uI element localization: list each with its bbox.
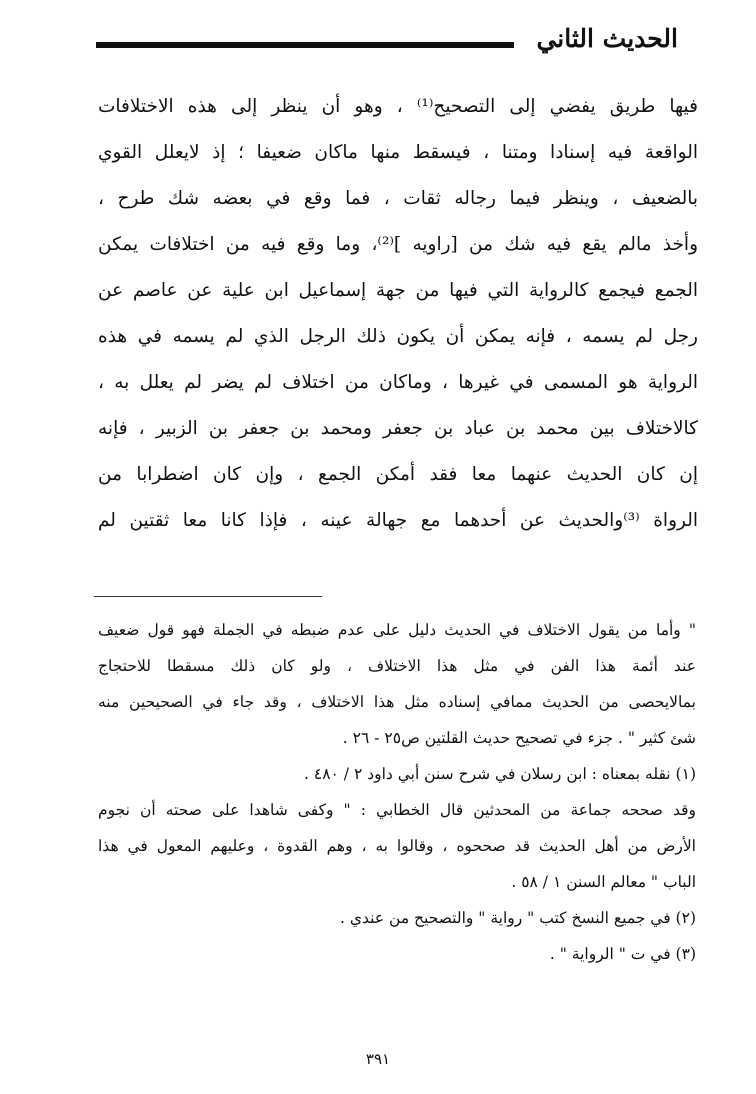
text-line: إن كان الحديث عنهما معا فقد أمكن الجمع ، وإن كان اضطرابا من [98,464,698,485]
text-line: الرواة ⁽³⁾والحديث عن أحدهما مع جهالة عينه ، فإذا كانا معا ثقتين لم [98,510,698,531]
footnote-quote-line: بمالايحصى من الحديث ممافي إسناده مثل هذا الاختلاف ، وقد جاء في الصحيحين منه [98,693,696,711]
footnotes [98,612,696,972]
footnote-separator [94,596,322,597]
chapter-title: الحديث الثاني [536,24,678,53]
text-line: الواقعة فيه إسنادا ومتنا ، فيسقط منها ماكان ضعيفا ؛ إذ لايعلل القوي [98,142,698,163]
text-line: رجل لم يسمه ، فإنه يمكن أن يكون ذلك الرجل الذي لم يسمه في هذه [98,326,698,347]
footnote-1-line: الأرض من أهل الحديث قد صححوه ، وقالوا به ، وهم القدوة ، وعليهم المعول في هذا [98,837,696,855]
footnote-1-line: الباب " معالم السنن ١ / ٥٨ . [511,873,696,891]
text-line: فيها طريق يفضي إلى التصحيح⁽¹⁾ ، وهو أن ينظر إلى هذه الاختلافات [98,96,698,117]
text-line: بالضعيف ، وينظر فيما رجاله ثقات ، فما وقع في بعضه شك طرح ، [98,188,698,209]
running-header [96,22,678,62]
footnote-1-line: وقد صححه جماعة من المحدثين قال الخطابي : " وكفى شاهدا على صحته أن نجوم [98,801,696,819]
main-text [98,84,698,544]
header-rule [96,42,514,48]
footnote-quote-line: شئ كثير " . جزء في تصحيح حديث القلتين ص٢٥ - ٢٦ . [342,729,696,747]
footnote-quote-line: " وأما من يقول الاختلاف في الحديث دليل على عدم ضبطه في الجملة فهو قول ضعيف [98,621,696,639]
text-line: وأخذ مالم يقع فيه شك من [راويه ]⁽²⁾، وما وقع فيه من اختلافات يمكن [98,234,698,255]
text-line: كالاختلاف بين محمد بن عباد بن جعفر ومحمد بن جعفر بن الزبير ، فإنه [98,418,698,439]
text-line: الجمع فيجمع كالرواية التي فيها من جهة إسماعيل ابن علية عن عاصم عن [98,280,698,301]
page-number: ٣٩١ [365,1050,391,1068]
footnote-quote-line: عند أئمة هذا الفن في مثل هذا الاختلاف ، ولو كان ذلك مسقطا للاحتجاج [98,657,696,675]
text-line: الرواية هو المسمى في غيرها ، وماكان من اختلاف لم يضر لم يعلل به ، [98,372,698,393]
footnote-3: (٣) في ت " الرواية " . [549,945,696,963]
footnote-2: (٢) في جميع النسخ كتب " رواية " والتصحيح من عندي . [340,909,696,927]
footnote-1: (١) نقله بمعناه : ابن رسلان في شرح سنن أبي داود ٢ / ٤٨٠ . [304,765,696,783]
